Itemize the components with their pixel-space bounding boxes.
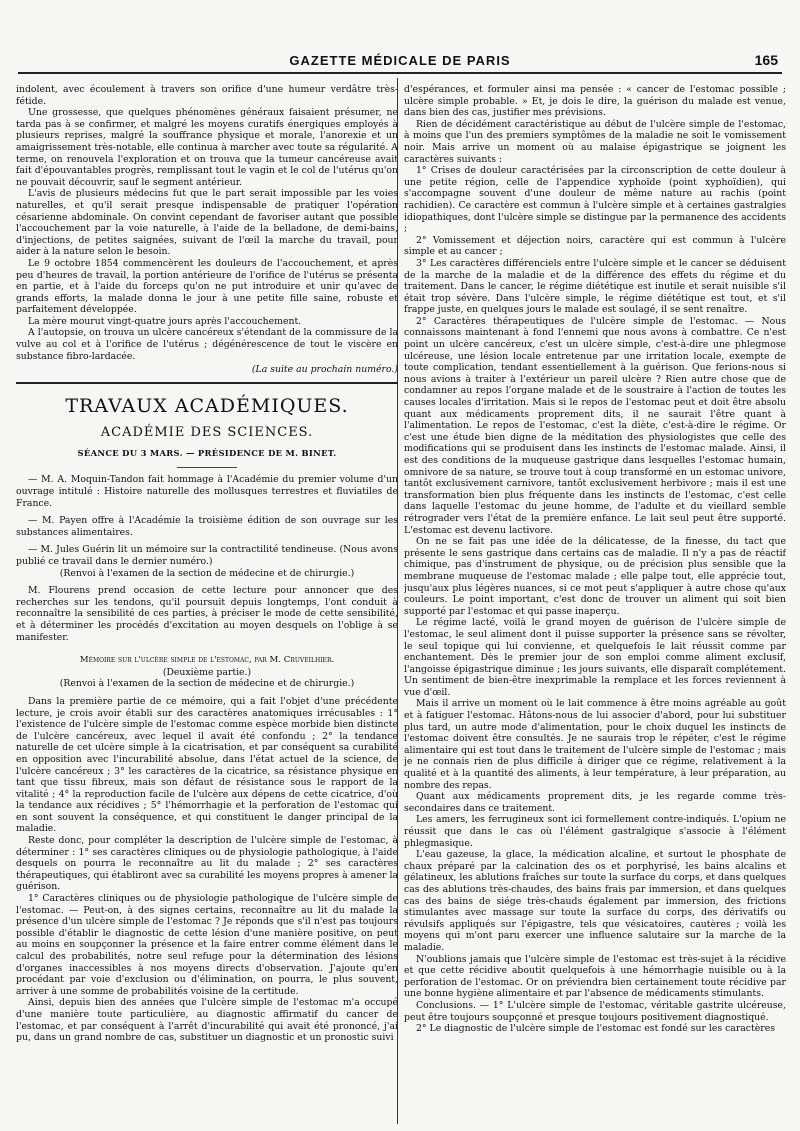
seance-heading: SÉANCE DU 3 MARS. — PRÉSIDENCE DE M. BINET.	[77, 447, 337, 458]
paragraph: indolent, avec écoulement à travers son orifice d'une humeur verdâtre très-fétide.	[16, 84, 398, 107]
right-column	[404, 84, 786, 1124]
paragraph: 2° Vomissement et déjection noirs, caractère qui est commun à l'ulcère simple et au cancer ;	[404, 234, 786, 258]
paragraph: 1° Crises de douleur caractérisées par la circonscription de cette douleur à une petite région, celle de l'appendice xyphoïde (point xyphoïdien), qui s'accompagne souvent d'une douleur de même nature au rachis (point rachidien). Ce caractère est commun à l'ulcère simple et à certaines gastralgies idiopathiques, dont l'ulcère simple se distingue par la permanence des accidents ;	[404, 165, 786, 235]
paragraph: La mère mourut vingt-quatre jours après l'accouchement.	[28, 315, 302, 327]
paragraph: Une grossesse, que quelques phénomènes généraux faisaient présumer, ne tarda pas à se confirmer, et malgré les moyens curatifs énergiques employés à plusieurs reprises, malgré la souffrance physique et morale, l'anorexie et un amaigrissement très-notable, elle continua à marcher avec toute sa régularité. A terme, on renouvela l'exploration et on trouva que la tumeur cancéreuse avait fait d'épouvantables progrès, remplissant tout le vagin et le col de l'utérus qu'on ne pouvait découvrir, sauf le segment antérieur.	[16, 107, 398, 188]
announcement: — M. Jules Guérin lit un mémoire sur la contractilité tendineuse. (Nous avons publié ce travail dans le dernier numéro.)	[16, 544, 398, 567]
paragraph: d'espérances, et formuler ainsi ma pensée : « cancer de l'estomac possible ; ulcère simple probable. » Et, je dois le dire, la guérison du malade est venue, dans bien des cas, justifier mes prévisions.	[404, 84, 786, 119]
paragraph: Conclusions. — 1° L'ulcère simple de l'estomac, véritable gastrite ulcéreuse, peut être toujours soupçonné et presque toujours positivement diagnostiqué.	[404, 999, 786, 1023]
memoire-part: (Deuxième partie.)	[162, 666, 252, 678]
paragraph: Les amers, les ferrugineux sont ici formellement contre-indiqués. L'opium ne réussit que dans le cas où l'élément gastralgique s'associe à l'élément phlegmasique.	[404, 814, 786, 849]
paragraph: Rien de décidément caractéristique au début de l'ulcère simple de l'estomac, à moins que l'un des premiers symptômes de la maladie ne soit le vomissement noir. Mais arrive un moment où au malaise épigastrique se joignent les caractères suivants :	[404, 118, 786, 165]
paragraph: N'oublions jamais que l'ulcère simple de l'estomac est très-sujet à la récidive et que cette récidive aboutit quelquefois à une hémorrhagie nuisible ou à la perforation de l'estomac. Or on préviendra bien certainement toute récidive par une bonne hygiène alimentaire et par l'absence de médicaments stimulants.	[404, 953, 786, 1000]
paragraph: 3° Les caractères différenciels entre l'ulcère simple et le cancer se déduisent de la marche de la maladie et de la différence des effets du régime et du traitement. Dans le cancer, le régime diététique est inutile et serait nuisible s'il était trop sévère. Dans l'ulcère simple, le régime diététique est tout, et s'il frappe juste, en quelques jours le malade est soulagé, il se sent renaître.	[404, 257, 786, 316]
announcement: — M. A. Moquin-Tandon fait hommage à l'Académie du premier volume d'un ouvrage intitulé : Histoire naturelle des mollusques terrestres et fluviatiles de France.	[16, 474, 398, 509]
paragraph: Quant aux médicaments proprement dits, je les regarde comme très-secondaires dans ce traitement.	[404, 791, 786, 814]
announcement: — M. Payen offre à l'Académie la troisième édition de son ouvrage sur les substances alimentaires.	[16, 515, 398, 538]
section-subtitle: ACADÉMIE DES SCIENCES.	[100, 424, 314, 440]
paragraph: L'eau gazeuse, la glace, la médication alcaline, et surtout le phosphate de chaux préparé par la calcination des os et porphyrisé, les bains alcalins et gélatineux, les ablutions fraîches sur toute la surface du corps, et dans quelques cas des ablutions très-chaudes, des bains frais par immersion, et dans quelques cas des bains de siége très-chauds également par immersion, des frictions stimulantes avec massage sur toute la surface du corps, des dérivatifs ou révulsifs appliqués sur l'épigastre, tels que vésicatoires, cautères ; voilà les moyens qui m'ont paru exercer une influence salutaire sur la marche de la maladie.	[404, 849, 786, 953]
paragraph: 2° Le diagnostic de l'ulcère simple de l'estomac est fondé sur les caractères	[416, 1023, 775, 1035]
paragraph: L'avis de plusieurs médecins fut que le part serait impossible par les voies naturelles, et qu'il serait presque indispensable de pratiquer l'opération césarienne abdominale. On convint cependant de favoriser autant que possible l'accouchement par la voie naturelle, à l'aide de la belladone, de demi-bains, d'injections, de petites saignées, suivant de l'œil la marche du travail, pour aider à la nature selon le besoin.	[16, 188, 398, 258]
paragraph: A l'autopsie, on trouva un ulcère cancéreux s'étendant de la commissure de la vulve au col et à l'orifice de l'utérus ; dégénérescence de tout le viscère en substance fibro-lardacée.	[16, 327, 398, 362]
short-rule	[177, 467, 237, 468]
continuation-note: (La suite au prochain numéro.)	[251, 364, 398, 376]
paragraph: 2° Caractères thérapeutiques de l'ulcère simple de l'estomac. — Nous connaissons maintenant à fond l'ennemi que nous avons à combattre. Ce n'est point un ulcère cancéreux, c'est un ulcère simple, c'est-à-dire une phlegmose ulcéreuse, une lésion locale entretenue par une irritation locale, exempte de toute complication, tendant essentiellement à la guérison. Que ferions-nous si nous avions à traiter à l'extérieur un pareil ulcère ? Rien autre chose que de condamner au repos l'organe malade et de le soustraire à l'action de toutes les causes locales d'irritation. Mais si le repos de l'estomac peut et doit être absolu quant aux médicaments proprement dits, il ne saurait l'être quant à l'alimentation. Le repos de l'estomac, c'est la diète, c'est-à-dire le régime. Or c'est une étude bien digne de la méditation des physiologistes que celle des modifications qui se produisent dans les instincts de l'estomac malade. Ainsi, il est des conditions de la muqueuse gastrique dans lesquelles l'estomac humain, omnivore de sa nature, se trouve tout à coup transformé en un estomac univore, tantôt exclusivement carnivore, tantôt exclusivement herbivore ; mais il est une transformation bien plus fréquente dans les instincts de l'estomac, c'est celle dans laquelle l'estomac du jeune homme, de l'adulte et du vieillard semble rétrograder vers l'état de la première enfance. Le lait seul peut être supporté. L'estomac est devenu lactivore.	[404, 315, 786, 536]
left-column	[16, 84, 398, 1124]
paragraph: Ainsi, depuis bien des années que l'ulcère simple de l'estomac m'a occupé d'une manière toute particulière, au diagnostic affirmatif du cancer de l'estomac, et par conséquent à l'arrêt d'incurabilité qui avait été prononcé, j'ai pu, dans un grand nombre de cas, substituer un diagnostic et un pronostic suivi	[16, 997, 398, 1044]
renvoi-note: (Renvoi à l'examen de la section de médecine et de chirurgie.)	[59, 678, 355, 690]
section-title: TRAVAUX ACADÉMIQUES.	[65, 394, 349, 417]
paragraph: Reste donc, pour compléter la description de l'ulcère simple de l'estomac, à déterminer : 1° ses caractères cliniques ou de physiologie pathologique, à l'aide desquels on pourra le reconnaître au lit du malade ; 2° ses caractères thérapeutiques, qui établiront avec sa curabilité les moyens propres à amener la guérison.	[16, 835, 398, 893]
paragraph: On ne se fait pas une idée de la délicatesse, de la finesse, du tact que présente le sens gastrique dans certains cas de maladie. Il n'y a pas de réactif chimique, pas d'instrument de physique, ou de précision plus sensible que la membrane muqueuse de l'estomac malade ; elle palpe tout, elle apprécie tout, jusqu'aux plus légères nuances, si ce mot peut s'appliquer à autre chose qu'aux couleurs. Le point important, c'est donc de trouver un aliment qui soit bien supporté par l'estomac et qui passe inaperçu.	[404, 536, 786, 617]
journal-title: GAZETTE MÉDICALE DE PARIS	[289, 53, 511, 68]
page-number: 165	[754, 52, 778, 68]
paragraph: Le régime lacté, voilà le grand moyen de guérison de l'ulcère simple de l'estomac, le seul aliment dont il puisse supporter la présence sans se révolter, le seul topique qui lui convienne, et quelquefois le lait réussit comme par enchantement. Dès le premier jour de son emploi comme aliment exclusif, l'angoisse épigastrique diminue ; les jours suivants, elle disparaît complétement. Un sentiment de bien-être inexprimable la remplace et les forces reviennent à vue d'œil.	[404, 617, 786, 698]
memoire-title: Mémoire sur l'ulcère simple de l'estomac, par M. Cruveilhier.	[79, 655, 335, 666]
page-header	[18, 50, 782, 74]
renvoi-note: (Renvoi à l'examen de la section de médecine et de chirurgie.)	[59, 567, 355, 579]
announcement: M. Flourens prend occasion de cette lecture pour annoncer que des recherches sur les tendons, qu'il poursuit depuis longtemps, l'ont conduit à reconnaître la sensibilité de ces parties, à préciser le mode de cette sensibilité, et à déterminer les procédés d'excitation au moyen desquels on l'oblige à se manifester.	[16, 585, 398, 643]
section-rule	[16, 382, 398, 384]
paragraph: Mais il arrive un moment où le lait commence à être moins agréable au goût et à fatiguer l'estomac. Hâtons-nous de lui associer d'abord, pour lui substituer plus tard, un autre mode d'alimentation, pour le choix duquel les instincts de l'estomac doivent être consultés. Je ne saurais trop le répéter, c'est le régime alimentaire qui est tout dans le traitement de l'ulcère simple de l'estomac ; mais je ne connais rien de plus difficile à diriger que ce régime, relativement à la qualité et à la quantité des aliments, à leur température, à leur préparation, au nombre des repas.	[404, 698, 786, 791]
paragraph: Le 9 octobre 1854 commencèrent les douleurs de l'accouchement, et après peu d'heures de travail, la portion antérieure de l'orifice de l'utérus se présenta en partie, et à l'aide du forceps qu'on ne put introduire et unir qu'avec de grands efforts, la malade donna le jour à une petite fille saine, robuste et parfaitement développée.	[16, 257, 398, 316]
paragraph: Dans la première partie de ce mémoire, qui a fait l'objet d'une précédente lecture, je crois avoir établi sur des caractères anatomiques irrécusables : 1° l'existence de l'ulcère simple de l'estomac comme espèce morbide bien distincte de l'ulcère cancéreux, avec lequel il avait été confondu ; 2° la tendance naturelle de cet ulcère simple à la cicatrisation, et par conséquent sa curabilité en opposition avec l'incurabilité absolue, dans l'état actuel de la science, de l'ulcère cancéreux ; 3° les caractères de la cicatrice, sa résistance physique en tant que tissu fibreux, mais son défaut de résistance sous le rapport de la vitalité ; 4° la reproduction facile de l'ulcère aux dépens de cette cicatrice, d'où la tendance aux récidives ; 5° l'hémorrhagie et la perforation de l'estomac qui en sont souvent la conséquence, et qui constituent le danger principal de la maladie.	[16, 695, 398, 835]
paragraph: 1° Caractères cliniques ou de physiologie pathologique de l'ulcère simple de l'estomac. — Peut-on, à des signes certains, reconnaître au lit du malade la présence d'un ulcère simple de l'estomac ? Je réponds que s'il n'est pas toujours possible d'établir le diagnostic de cette lésion d'une manière positive, on peut au moins en soupçonner la présence et la faire entrer comme élément dans le calcul des probabilités, notre seul refuge pour la détermination des lésions d'organes inaccessibles à nos moyens directs d'observation. J'ajoute qu'en procédant par voie d'exclusion ou d'élimination, on pourra, le plus souvent, arriver à une somme de probabilités voisine de la certitude.	[16, 893, 398, 997]
